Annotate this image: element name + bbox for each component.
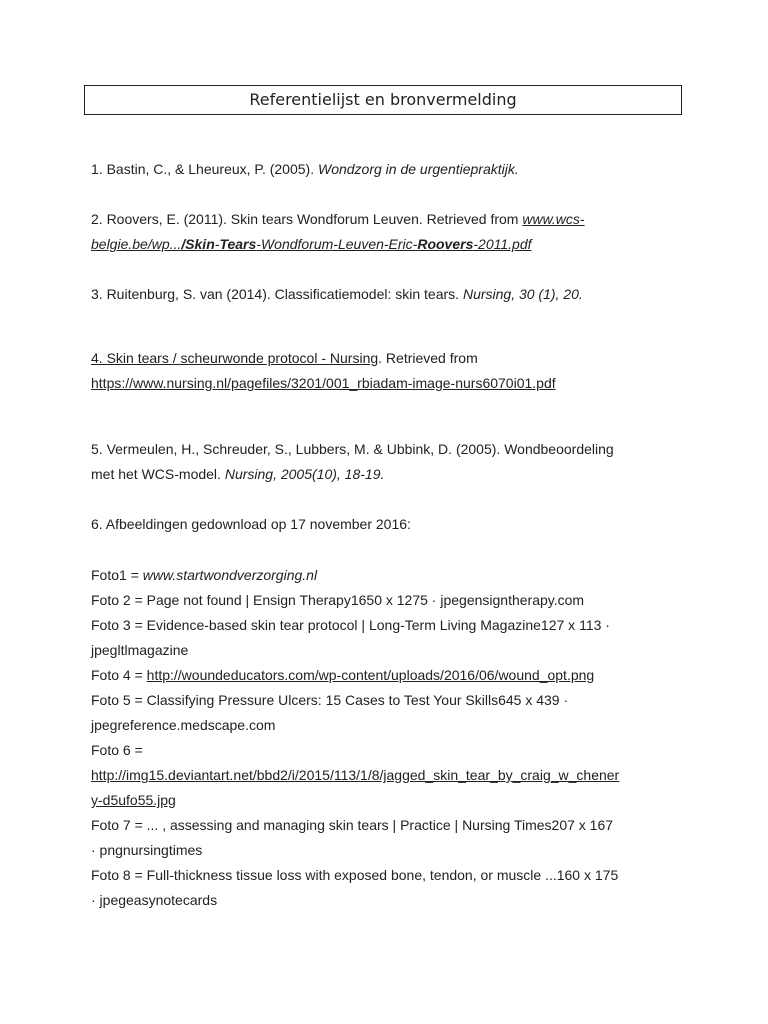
foto-8-line1: Foto 8 = Full-thickness tissue loss with exposed bone, tendon, or muscle ...160 x 175 xyxy=(91,867,619,883)
reference-3-text: 3. Ruitenburg, S. van (2014). Classificatiemodel: skin tears. xyxy=(91,286,463,302)
reference-5-line2: met het WCS-model. xyxy=(91,466,225,482)
foto-2: Foto 2 = Page not found | Ensign Therapy1650 x 1275 · jpegensigntherapy.com xyxy=(91,592,585,608)
foto-7-line1: Foto 7 = ... , assessing and managing skin tears | Practice | Nursing Times207 x 167 xyxy=(91,817,614,833)
foto-6-link[interactable]: http://img15.deviantart.net/bbd2/i/2015/113/1/8/jagged_skin_tear_by_craig_w_chener y-d5ufo55.jpg xyxy=(91,767,620,808)
reference-6-text: 6. Afbeeldingen gedownload op 17 november 2016: xyxy=(91,516,411,532)
foto-4-link[interactable]: http://woundeducators.com/wp-content/uploads/2016/06/wound_opt.png xyxy=(146,667,595,683)
foto-1: Foto1 = www.startwondverzorging.nl xyxy=(91,567,318,583)
reference-2-link[interactable]: www.wcs- belgie.be/wp.../Skin-Tears-Wondforum-Leuven-Eric-Roovers-2011.pdf xyxy=(91,211,585,252)
foto-5-line2: jpegreference.medscape.com xyxy=(91,717,276,733)
reference-3 xyxy=(91,282,691,307)
reference-5-line1: 5. Vermeulen, H., Schreuder, S., Lubbers, M. & Ubbink, D. (2005). Wondbeoordeling xyxy=(91,441,614,457)
foto-8-line2: · jpegeasynotecards xyxy=(91,892,218,908)
reference-4-text: . Retrieved from xyxy=(378,350,478,366)
foto-3-line1: Foto 3 = Evidence-based skin tear protocol | Long-Term Living Magazine127 x 113 · xyxy=(91,617,610,633)
reference-6 xyxy=(91,512,691,537)
reference-1-title: Wondzorg in de urgentiepraktijk. xyxy=(317,161,519,177)
reference-4-title-link[interactable]: 4. Skin tears / scheurwonde protocol - Nursing xyxy=(91,350,379,366)
reference-1 xyxy=(91,157,691,182)
foto-4: Foto 4 = http://woundeducators.com/wp-content/uploads/2016/06/wound_opt.png xyxy=(91,667,595,683)
foto-list xyxy=(91,563,691,913)
reference-5 xyxy=(91,437,691,487)
reference-3-journal: Nursing, 30 (1), 20. xyxy=(462,286,583,302)
foto-3-line2: jpegltlmagazine xyxy=(91,642,189,658)
foto-5-line1: Foto 5 = Classifying Pressure Ulcers: 15 Cases to Test Your Skills645 x 439 · xyxy=(91,692,569,708)
reference-1-text: 1. Bastin, C., & Lheureux, P. (2005). xyxy=(91,161,318,177)
foto-1-value: www.startwondverzorging.nl xyxy=(142,567,318,583)
reference-4 xyxy=(91,346,691,396)
reference-2 xyxy=(91,207,691,257)
reference-2-text: 2. Roovers, E. (2011). Skin tears Wondforum Leuven. Retrieved from xyxy=(91,211,523,227)
foto-7-line2: · pngnursingtimes xyxy=(91,842,203,858)
reference-4-url-link[interactable]: https://www.nursing.nl/pagefiles/3201/001_rbiadam-image-nurs6070i01.pdf xyxy=(91,375,556,391)
reference-5-journal: Nursing, 2005(10), 18-19. xyxy=(224,466,385,482)
page-title: Referentielijst en bronvermelding xyxy=(84,85,682,115)
foto-6-label: Foto 6 = xyxy=(91,742,143,758)
